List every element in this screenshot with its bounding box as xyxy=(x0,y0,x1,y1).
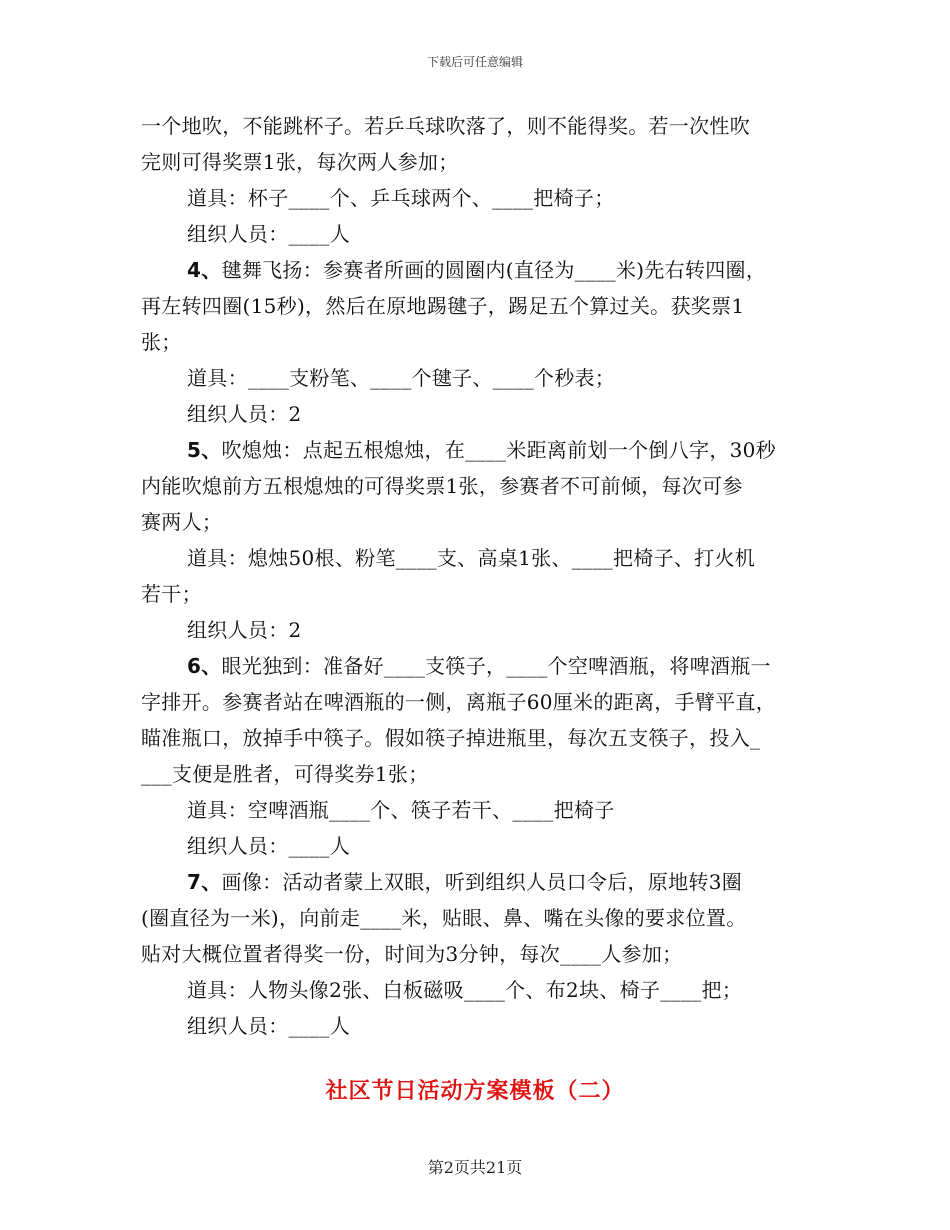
body-line: 道具：熄烛50根、粉笔____支、高桌1张、____把椅子、打火机 xyxy=(187,546,756,570)
body-line: (圈直径为一米)，向前走____米，贴眼、鼻、嘴在头像的要求位置。 xyxy=(141,906,747,930)
body-line: 组织人员：2 xyxy=(187,618,302,642)
item-number: 4、 xyxy=(187,258,222,282)
section-title: 社区节日活动方案模板（二） xyxy=(325,1078,625,1104)
body-line: 一个地吹，不能跳杯子。若乒乓球吹落了，则不能得奖。若一次性吹 xyxy=(141,114,750,138)
body-line: 道具：杯子____个、乒乓球两个、____把椅子； xyxy=(187,186,615,210)
body-line: 赛两人； xyxy=(141,510,223,534)
item-number: 6、 xyxy=(187,654,222,678)
body-line: 道具：空啤酒瓶____个、筷子若干、____把椅子 xyxy=(187,798,615,822)
body-line: 再左转四圈(15秒)，然后在原地踢毽子，踢足五个算过关。获奖票1 xyxy=(141,294,745,318)
item-heading-line: 7、画像：活动者蒙上双眼，听到组织人员口令后，原地转3圈 xyxy=(187,870,743,894)
item-heading-line: 6、眼光独到：准备好____支筷子，____个空啤酒瓶，将啤酒瓶一 xyxy=(187,654,771,678)
body-line: 组织人员：2 xyxy=(187,402,302,426)
body-line: 道具：人物头像2张、白板磁吸____个、布2块、椅子____把； xyxy=(187,978,743,1002)
body-line: 若干； xyxy=(141,582,202,606)
body-line: 完则可得奖票1张，每次两人参加； xyxy=(141,150,459,174)
item-heading-line: 5、吹熄烛：点起五根熄烛，在____米距离前划一个倒八字，30秒 xyxy=(187,438,776,462)
item-number: 5、 xyxy=(187,438,222,462)
body-line: 组织人员：____人 xyxy=(187,222,350,246)
item-number: 7、 xyxy=(187,870,222,894)
body-line: ___支便是胜者，可得奖券1张； xyxy=(141,762,429,786)
body-line: 张； xyxy=(141,330,182,354)
body-line: 内能吹熄前方五根熄烛的可得奖票1张，参赛者不可前倾，每次可参 xyxy=(141,474,743,498)
page-footer: 第2页共21页 xyxy=(427,1158,523,1177)
body-line: 组织人员：____人 xyxy=(187,834,350,858)
item-heading-line: 4、毽舞飞扬：参赛者所画的圆圈内(直径为____米)先右转四圈， xyxy=(187,258,767,282)
body-line: 贴对大概位置者得奖一份，时间为3分钟，每次____人参加； xyxy=(141,942,683,966)
document-body xyxy=(141,108,813,1044)
body-line: 瞄准瓶口，放掉手中筷子。假如筷子掉进瓶里，每次五支筷子，投入_ xyxy=(141,726,761,750)
body-line: 组织人员：____人 xyxy=(187,1014,350,1038)
body-line: 道具：____支粉笔、____个毽子、____个秒表； xyxy=(187,366,616,390)
body-line: 字排开。参赛者站在啤酒瓶的一侧，离瓶子60厘米的距离，手臂平直， xyxy=(141,690,777,714)
header-note: 下载后可任意编辑 xyxy=(426,55,523,69)
